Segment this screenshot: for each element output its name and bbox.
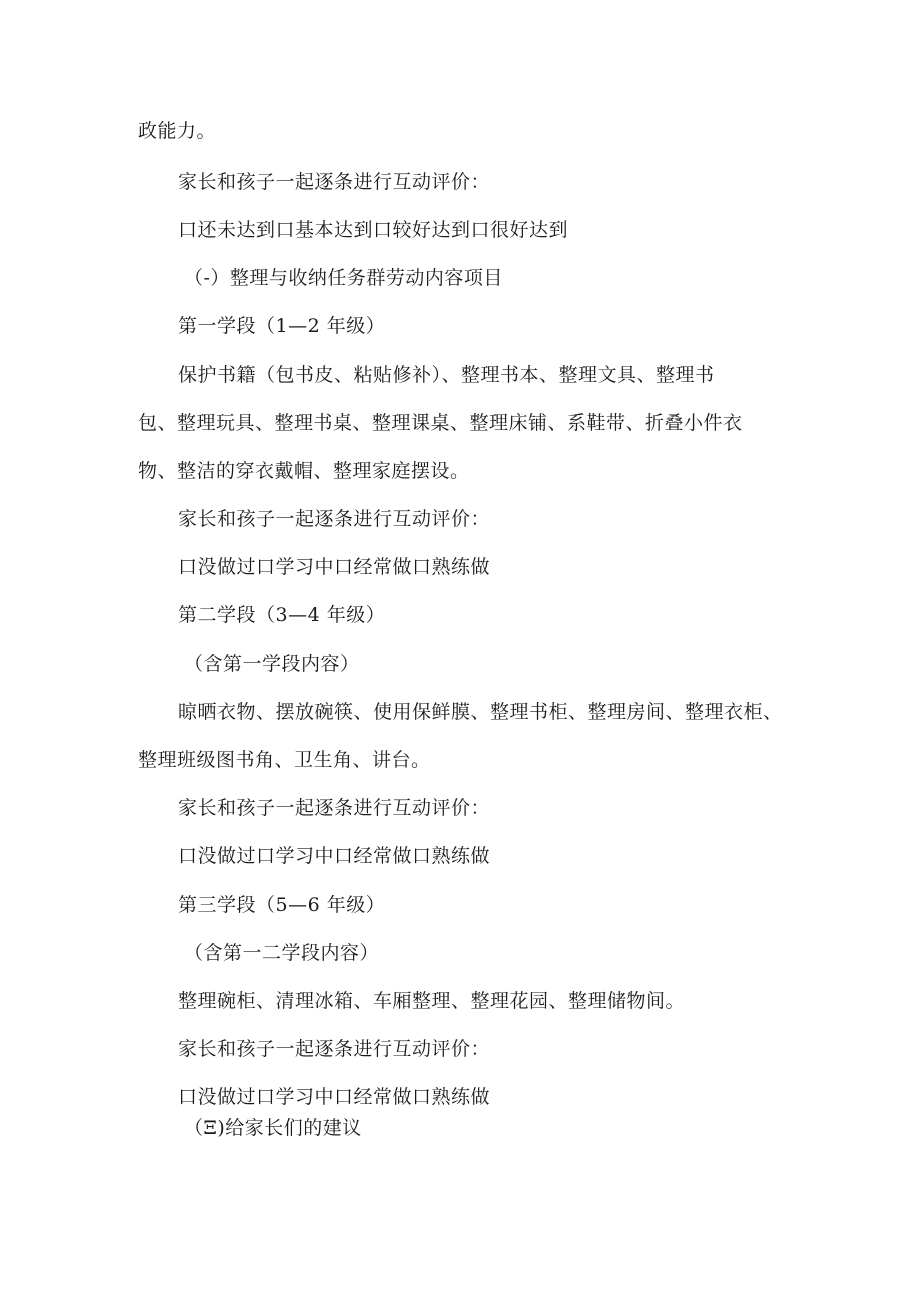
stage-heading: 第三学段（5—6 年级） (178, 894, 386, 916)
evaluation-options: 口没做过口学习中口经常做口熟练做 (178, 1086, 491, 1108)
evaluation-prompt: 家长和孩子一起逐条进行互动评价： (178, 171, 491, 193)
paragraph-line: 物、整洁的穿衣戴帽、整理家庭摆设。 (138, 460, 470, 482)
evaluation-prompt: 家长和孩子一起逐条进行互动评价： (178, 508, 491, 530)
paragraph-continuation: 政能力。 (138, 120, 217, 142)
evaluation-prompt: 家长和孩子一起逐条进行互动评价： (178, 1038, 491, 1060)
paragraph-line: 整理碗柜、清理冰箱、车厢整理、整理花园、整理储物间。 (178, 990, 686, 1012)
evaluation-options: 口没做过口学习中口经常做口熟练做 (178, 556, 491, 578)
evaluation-options: 口还未达到口基本达到口较好达到口很好达到 (178, 219, 569, 241)
paragraph-line: 包、整理玩具、整理书桌、整理课桌、整理床铺、系鞋带、折叠小件衣 (138, 412, 743, 434)
paragraph-line: 保护书籍（包书皮、粘贴修补）、整理书本、整理文具、整理书 (178, 364, 715, 386)
stage-heading: 第二学段（3—4 年级） (178, 604, 386, 626)
stage-note: （含第一学段内容） (184, 653, 360, 675)
paragraph-line: 整理班级图书角、卫生角、讲台。 (138, 749, 431, 771)
evaluation-options: 口没做过口学习中口经常做口熟练做 (178, 845, 491, 867)
section-heading: （Ξ)给家长们的建议 (184, 1117, 362, 1139)
stage-heading: 第一学段（1—2 年级） (178, 315, 386, 337)
section-heading: （-）整理与收纳任务群劳动内容项目 (184, 267, 503, 289)
evaluation-prompt: 家长和孩子一起逐条进行互动评价： (178, 797, 491, 819)
stage-note: （含第一二学段内容） (184, 942, 380, 964)
paragraph-line: 晾晒衣物、摆放碗筷、使用保鲜膜、整理书柜、整理房间、整理衣柜、 (178, 701, 783, 723)
